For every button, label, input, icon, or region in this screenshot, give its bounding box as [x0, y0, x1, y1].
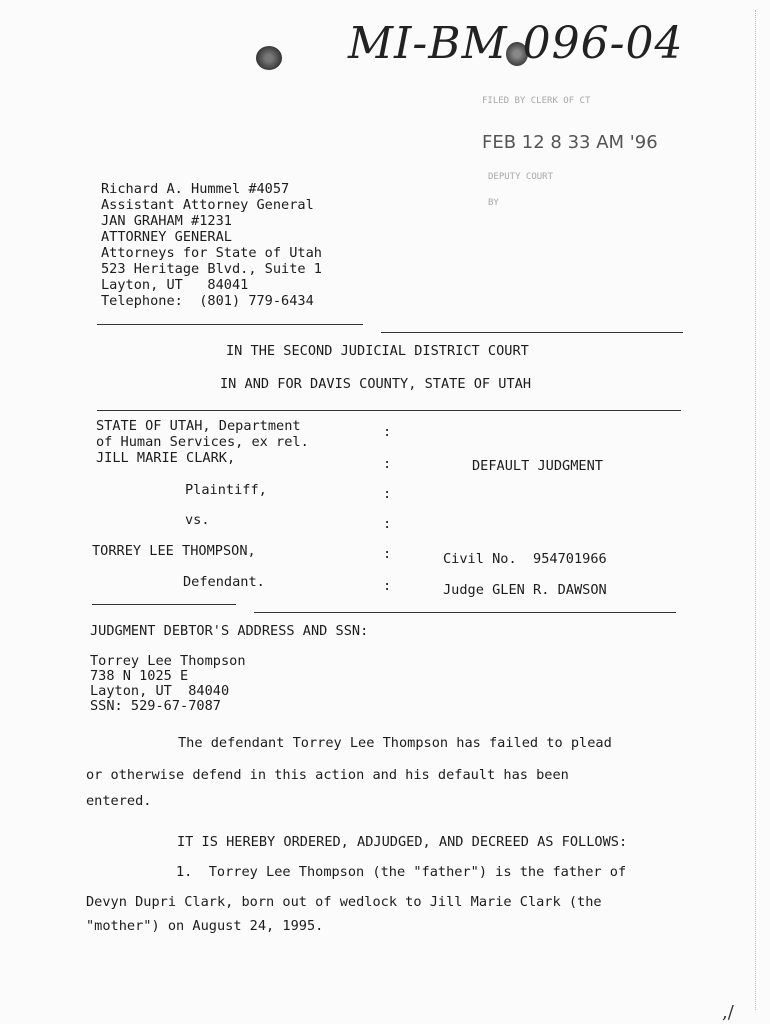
caption-colon: : [383, 424, 392, 440]
ink-blot [256, 46, 282, 70]
debtor-line: 738 N 1025 E [90, 668, 189, 684]
attorney-line: Richard A. Hummel #4057 [101, 181, 290, 197]
item-line: "mother") on August 24, 1995. [86, 918, 324, 934]
defendant-label: Defendant. [183, 574, 265, 590]
debtor-line: SSN: 529-67-7087 [90, 698, 221, 714]
attorney-line: ATTORNEY GENERAL [101, 229, 232, 245]
debtor-heading: JUDGMENT DEBTOR'S ADDRESS AND SSN: [90, 623, 369, 639]
item-line: 1. Torrey Lee Thompson (the "father") is the father of [176, 864, 627, 880]
attorney-line: Telephone: (801) 779-6434 [101, 293, 314, 309]
court-name-line-2: IN AND FOR DAVIS COUNTY, STATE OF UTAH [220, 376, 531, 392]
caption-top-rule [97, 410, 681, 411]
caption-colon: : [383, 578, 392, 594]
ordered-line: IT IS HEREBY ORDERED, ADJUDGED, AND DECREED AS FOLLOWS: [177, 834, 628, 850]
attorney-line: JAN GRAHAM #1231 [101, 213, 232, 229]
caption-colon: : [383, 516, 392, 532]
handwritten-case-number: MI-BM 096-04 [348, 18, 684, 69]
attorney-line: Layton, UT 84041 [101, 277, 249, 293]
plaintiff-line: STATE OF UTAH, Department [96, 418, 301, 434]
versus-label: vs. [185, 512, 210, 528]
judge-name: Judge GLEN R. DAWSON [443, 582, 607, 598]
defendant-name: TORREY LEE THOMPSON, [92, 543, 256, 559]
caption-colon: : [383, 456, 392, 472]
attorney-line: 523 Heritage Blvd., Suite 1 [101, 261, 322, 277]
plaintiff-line: of Human Services, ex rel. [96, 434, 309, 450]
civil-number: Civil No. 954701966 [443, 551, 607, 567]
stamp-date: FEB 12 8 33 AM '96 [482, 132, 658, 153]
stamp-line-3: BY [488, 198, 499, 208]
caption-bottom-rule [254, 612, 676, 613]
caption-colon: : [383, 486, 392, 502]
plaintiff-label: Plaintiff, [185, 482, 267, 498]
paragraph-line: The defendant Torrey Lee Thompson has failed to plead [178, 735, 612, 751]
header-rule [97, 324, 363, 325]
debtor-line: Torrey Lee Thompson [90, 653, 246, 669]
debtor-line: Layton, UT 84040 [90, 683, 230, 699]
attorney-line: Assistant Attorney General [101, 197, 314, 213]
paragraph-line: or otherwise defend in this action and his default has been [86, 767, 569, 783]
margin-speckles [753, 10, 756, 1010]
header-rule [381, 332, 683, 333]
corner-mark: ,/ [722, 1002, 734, 1023]
item-line: Devyn Dupri Clark, born out of wedlock to Jill Marie Clark (the [86, 894, 602, 910]
court-name-line-1: IN THE SECOND JUDICIAL DISTRICT COURT [226, 343, 529, 359]
attorney-line: Attorneys for State of Utah [101, 245, 322, 261]
caption-bottom-rule [92, 604, 236, 605]
document-title: DEFAULT JUDGMENT [472, 458, 603, 474]
stamp-filed-line: FILED BY CLERK OF CT [482, 96, 591, 106]
stamp-line-2: DEPUTY COURT [488, 172, 554, 182]
paragraph-line: entered. [86, 793, 152, 809]
plaintiff-line: JILL MARIE CLARK, [96, 450, 236, 466]
caption-colon: : [383, 546, 392, 562]
